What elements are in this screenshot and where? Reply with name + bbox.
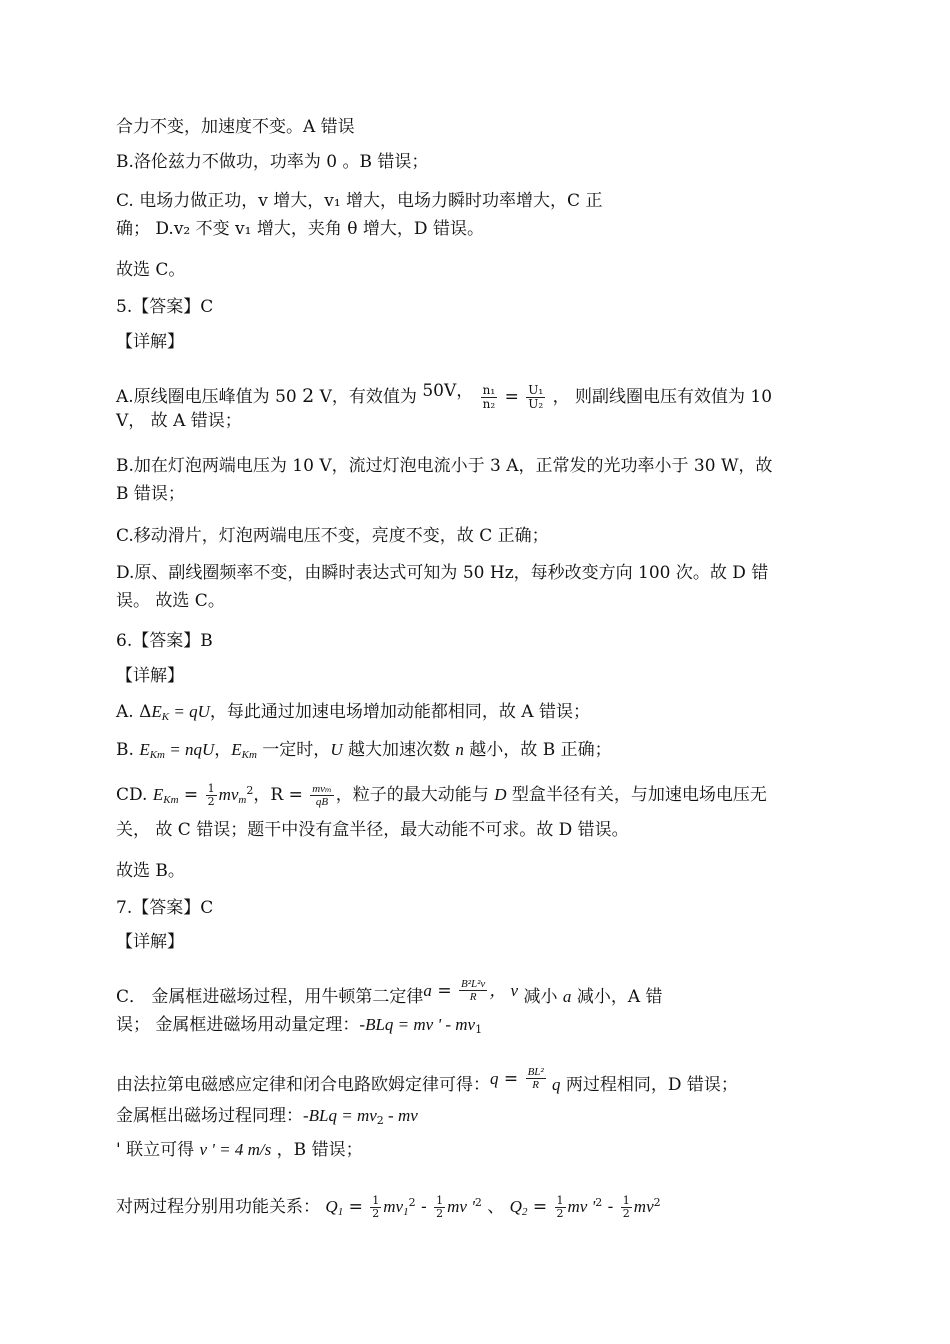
- text-line: C. 电场力做正功，v 增大，v₁ 增大，电场力瞬时功率增大，C 正: [116, 191, 603, 211]
- text-line: B.洛伦兹力不做功，功率为 0 。B 错误；: [116, 152, 429, 172]
- detail-heading: 【详解】: [116, 666, 184, 686]
- fraction: $\frac{1}{2}$: [556, 1194, 564, 1220]
- q7-option-c: C． 金属框进磁场过程，用牛顿第二定律a = $\frac{\text{B²L²v}}{R}$ ， v 减小 a 减小，A 错: [116, 978, 663, 1007]
- text-line: 故选 C。: [116, 260, 186, 280]
- fraction: $\frac{1}{2}$: [372, 1194, 380, 1220]
- detail-heading: 【详解】: [116, 332, 184, 352]
- fraction: $\frac{1}{2}$: [436, 1194, 444, 1220]
- text-line: 金属框出磁场过程同理：$-BLq = mv_2$ - mv: [116, 1106, 418, 1127]
- text-line: 误。 故选 C。: [116, 591, 225, 611]
- text-line: 关， 故 C 错误；题干中没有盒半径，最大动能不可求。故 D 错误。: [116, 820, 629, 840]
- answer-heading-5: 5.【答案】C: [116, 297, 214, 317]
- q5-option-c: C.移动滑片，灯泡两端电压不变，亮度不变，故 C 正确；: [116, 526, 549, 546]
- answer-heading-6: 6.【答案】B: [116, 631, 213, 651]
- fraction: $\frac{\text{n₁}}{\text{n₂}}$: [482, 383, 496, 411]
- text-line: ' 联立可得 v ' = 4 m/s ，B 错误；: [116, 1140, 363, 1160]
- fraction: $\frac{\text{U₁}}{\text{U₂}}$: [528, 383, 544, 411]
- answer-heading-7: 7.【答案】C: [116, 898, 214, 918]
- q5-option-a: A.原线圈电压峰值为 50 2 V，有效值为 50V， $\frac{\text{n₁}}{\text{n₂}}$ = $\frac{\text{U₁}}{\text{U₂}}$ ， 则副线圈电压有效值为 10: [116, 381, 773, 411]
- text-line: V， 故 A 错误；: [116, 411, 242, 431]
- q7-energy-line: 对两过程分别用功能关系： $Q_1$ = $\frac{1}{2}$ $mv_1^2$ - $\frac{1}{2}$ mv '$^2$ 、 $Q_2$ = $\frac{1}{2}$ mv '$^2$ - $\frac{1}{2}$ $mv^2$: [116, 1194, 661, 1220]
- q5-option-d: D.原、副线圈频率不变，由瞬时表达式可知为 50 Hz，每秒改变方向 100 次。故 D 错: [116, 563, 769, 583]
- fraction: $\frac{1}{2}$: [622, 1194, 630, 1220]
- text-line: 故选 B。: [116, 861, 185, 881]
- text-line: B 错误；: [116, 484, 185, 504]
- q6-option-b: B. $E_{Km}$ = nqU，$E_{Km}$ 一定时，U 越大加速次数 n 越小，故 B 正确；: [116, 740, 612, 761]
- text-line: 由法拉第电磁感应定律和闭合电路欧姆定律可得：q = $\frac{\text{BL²}}{R}$ q 两过程相同，D 错误；: [116, 1066, 738, 1095]
- detail-heading: 【详解】: [116, 932, 184, 952]
- q6-option-a: A. $\Delta E_K$ = qU，每此通过加速电场增加动能都相同，故 A 错误；: [116, 702, 590, 723]
- text-line: 确； D.v₂ 不变 v₁ 增大，夹角 θ 增大，D 错误。: [116, 219, 484, 239]
- q5-option-b: B.加在灯泡两端电压为 10 V，流过灯泡电流小于 3 A，正常发的光功率小于 30 W，故: [116, 456, 773, 476]
- fraction: $\frac{\text{B²L²v}}{R}$: [460, 978, 486, 1003]
- text-line: 合力不变，加速度不变。A 错误: [116, 117, 355, 137]
- q6-option-cd: CD. $E_{Km}$ = $\frac{1}{2}$ $mv_m^2$，R = $\frac{\text{mvₘ}}{qB}$ ，粒子的最大动能与 D 型盒半径有关，与加速电场电压无: [116, 782, 767, 808]
- text-line: 误； 金属框进磁场用动量定理：-BLq = mv ' - $mv_1$: [116, 1015, 483, 1036]
- fraction: $\frac{\text{mvₘ}}{qB}$: [312, 783, 332, 808]
- fraction: $\frac{\text{BL²}}{R}$: [527, 1066, 544, 1091]
- fraction: $\frac{1}{2}$: [207, 782, 215, 808]
